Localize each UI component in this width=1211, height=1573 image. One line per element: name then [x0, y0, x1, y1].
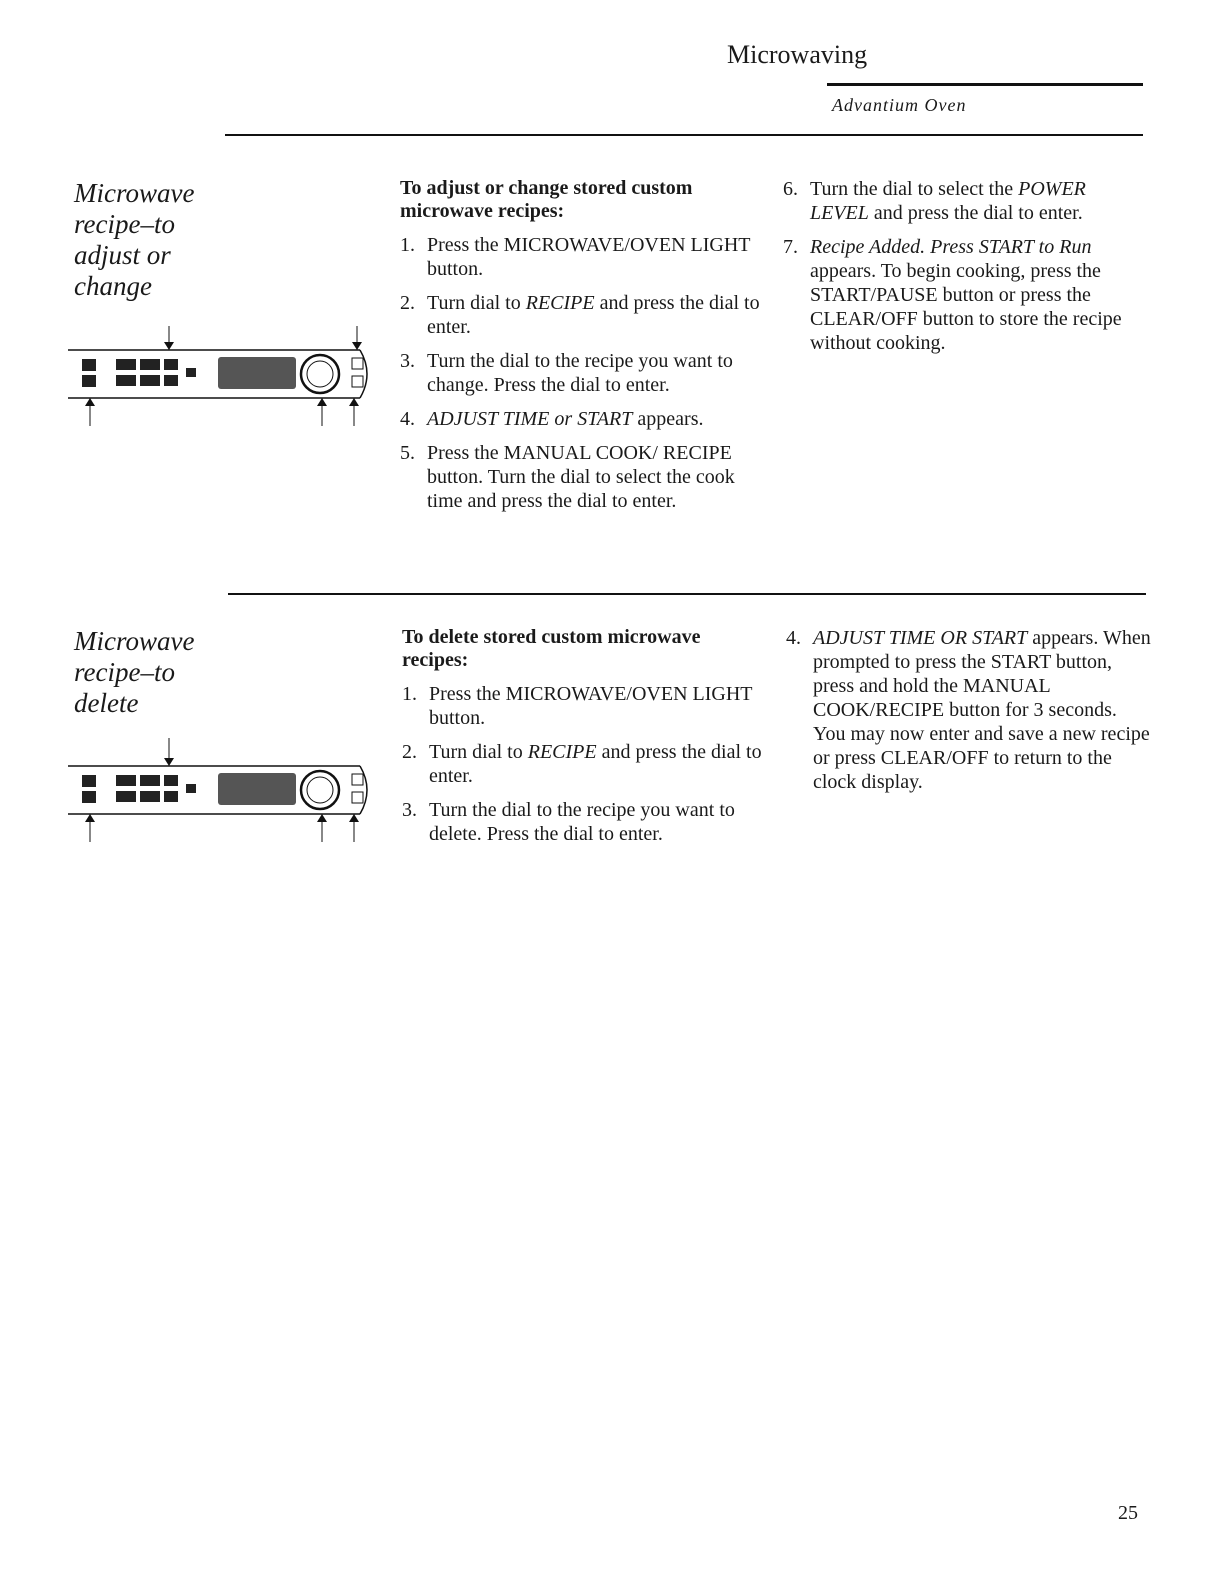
step-text: Press the MANUAL COOK/ RECIPE button. Turn the dial to select the cook time and press the dial to enter.: [427, 442, 735, 512]
step-item: [783, 177, 1148, 225]
control-panel-illustration: [68, 322, 378, 432]
step-number: 2.: [400, 292, 415, 314]
step-text: Turn the dial to the recipe you want to change. Press the dial to enter.: [427, 350, 733, 396]
step-text: Press the MICROWAVE/OVEN LIGHT button.: [429, 683, 753, 729]
step-number: 6.: [783, 178, 798, 200]
step-text: Turn the dial to select the: [810, 178, 1019, 200]
step-text: START: [577, 408, 633, 430]
step-item: [783, 235, 1148, 355]
section2-heading: To delete stored custom microwave recipes:: [402, 626, 701, 671]
control-panel-diagram-adjust: [68, 322, 378, 402]
step-text: RECIPE: [525, 292, 595, 314]
step-number: 7.: [783, 236, 798, 258]
step-number: 4.: [400, 408, 415, 430]
section1-left-column: [400, 177, 765, 523]
section1-side-title: Microwave recipe–to adjust or change: [74, 178, 195, 301]
step-text: and press the dial to enter.: [427, 292, 760, 338]
step-text: Recipe Added. Press START to Run: [810, 236, 1092, 258]
page-header-title: Microwaving: [727, 40, 868, 69]
step-item: [400, 407, 765, 431]
step-number: 1.: [402, 683, 417, 705]
section1-steps-left: [400, 233, 765, 513]
step-text: appears. To begin cooking, press the START/PAUSE button or press the CLEAR/OFF button to store the recipe without cooking.: [810, 260, 1122, 354]
step-number: 2.: [402, 741, 417, 763]
step-text: Turn dial to: [427, 292, 526, 314]
section-divider-top: [225, 134, 1143, 136]
step-item: [402, 798, 767, 846]
section2-left-column: [402, 626, 767, 856]
step-text: ADJUST TIME: [427, 408, 550, 430]
step-number: 3.: [400, 350, 415, 372]
page-header-subtitle: Advantium Oven: [832, 95, 967, 115]
header-rule: [827, 83, 1143, 86]
section1-right-column: [783, 177, 1148, 365]
step-item: [786, 626, 1151, 794]
control-panel-illustration: [68, 730, 378, 850]
control-panel-diagram-delete: [68, 730, 378, 810]
step-number: 5.: [400, 442, 415, 464]
section2-steps-left: [402, 682, 767, 846]
step-item: [402, 682, 767, 730]
step-number: 3.: [402, 799, 417, 821]
step-number: 1.: [400, 234, 415, 256]
step-text: appears.: [632, 408, 704, 430]
step-text: POWER LEVEL: [810, 178, 1086, 224]
section1-steps-right: [783, 177, 1148, 355]
page-number: 25: [1118, 1502, 1138, 1524]
section2-steps-right: [786, 626, 1151, 794]
step-text: RECIPE: [527, 741, 597, 763]
step-text: and press the dial to enter.: [429, 741, 762, 787]
step-text: Turn dial to: [429, 741, 528, 763]
step-item: [400, 349, 765, 397]
step-text: appears. When prompted to press the START button, press and hold the MANUAL COOK/RECIPE button for 3 seconds. You may now enter and save a new recipe or press CLEAR/OFF to return to the clock display.: [813, 627, 1151, 793]
step-text: or: [549, 408, 578, 430]
step-item: [400, 233, 765, 281]
step-text: ADJUST TIME OR START: [813, 627, 1028, 649]
section2-side-title: Microwave recipe–to delete: [74, 626, 195, 718]
step-text: Turn the dial to the recipe you want to delete. Press the dial to enter.: [429, 799, 735, 845]
section1-heading: To adjust or change stored custom microwave recipes:: [400, 177, 693, 222]
step-text: Press the MICROWAVE/OVEN LIGHT button.: [427, 234, 751, 280]
step-item: [402, 740, 767, 788]
step-text: and press the dial to enter.: [868, 202, 1083, 224]
section-divider-middle: [228, 593, 1146, 595]
step-number: 4.: [786, 627, 801, 649]
step-item: [400, 291, 765, 339]
step-item: [400, 441, 765, 513]
section2-right-column: [786, 626, 1151, 804]
